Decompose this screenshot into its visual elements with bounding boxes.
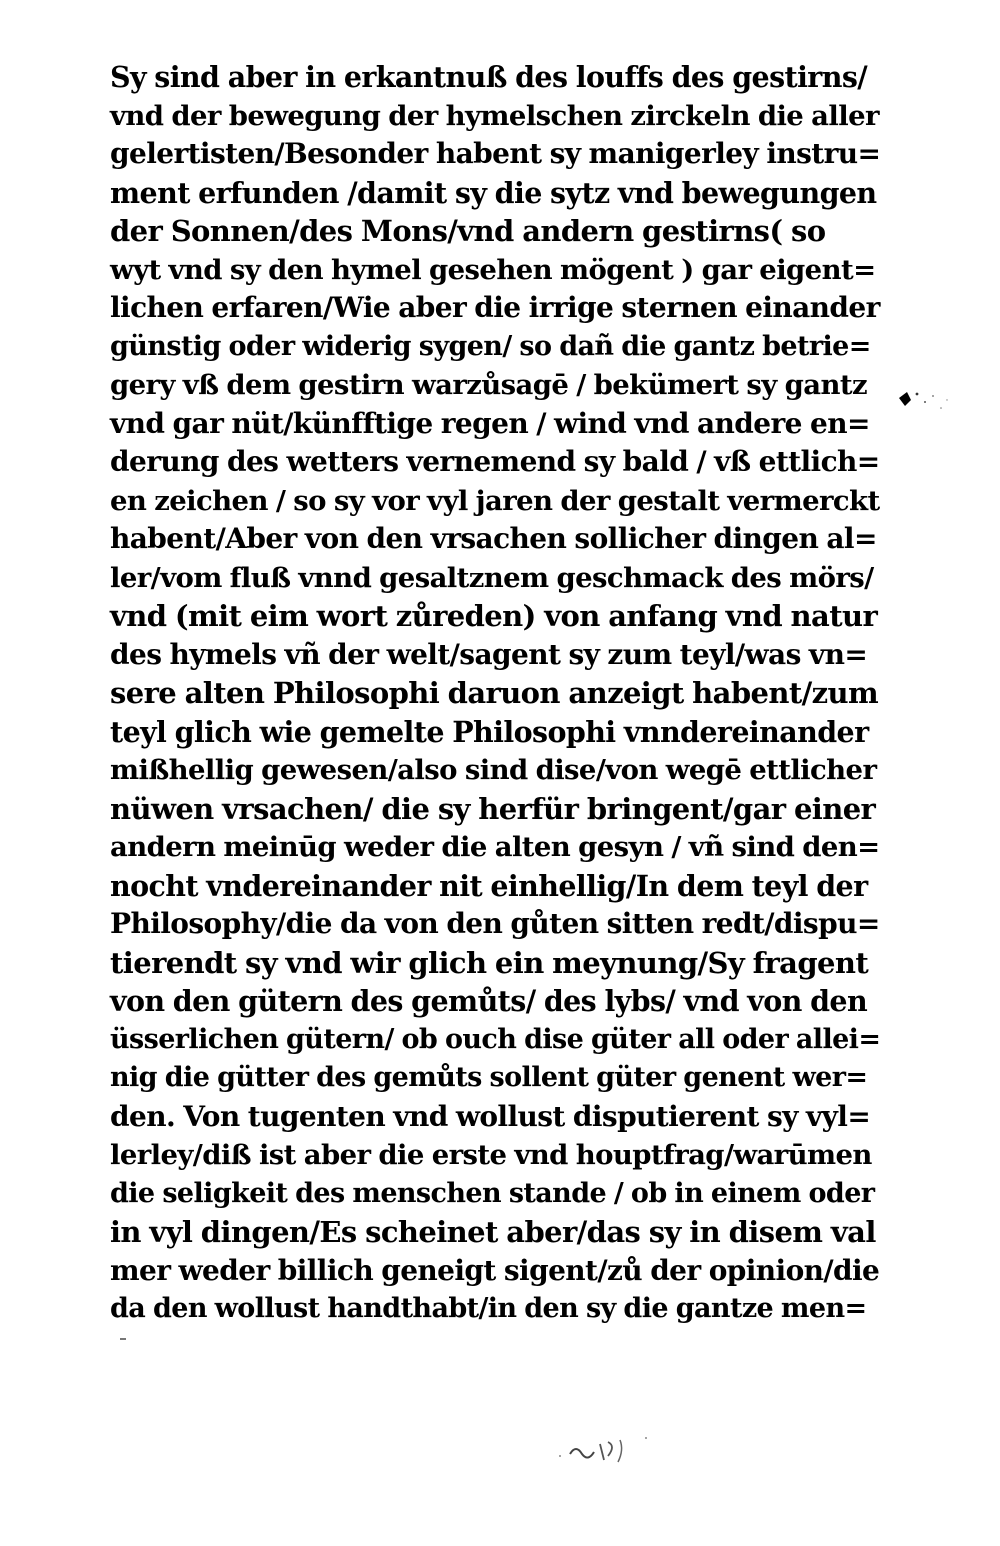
body-text xyxy=(110,58,880,1329)
text-line: derung des wetters vernemend sy bald / vß ettlich= xyxy=(110,445,880,478)
text-line: vnd (mit eim wort zůreden) von anfang vnd natur xyxy=(110,599,878,633)
text-line: ment erfunden /damit sy die sytz vnd bewegungen xyxy=(110,175,877,210)
ink-speckle xyxy=(895,380,955,420)
text-line: vnd der bewegung der hymelschen zirckeln die aller xyxy=(110,99,879,132)
text-line: mißhellig gewesen/also sind dise/von wegē ettlicher xyxy=(110,754,877,786)
text-line: ler/vom fluß vnnd gesaltznem geschmack des mörs/ xyxy=(110,561,874,594)
text-line: vnd gar nüt/künfftige regen / wind vnd andere en= xyxy=(110,406,870,440)
text-line: Philosophy/die da von den gůten sitten redt/dispu= xyxy=(110,907,880,940)
text-line: andern meinūg weder die alten gesyn / vñ sind den= xyxy=(110,831,880,863)
text-line: mer weder billich geneigt sigent/zů der opinion/die xyxy=(110,1253,880,1287)
text-line: habent/Aber von den vrsachen sollicher dingen al= xyxy=(110,522,877,555)
text-line: nüwen vrsachen/ die sy herfür bringent/gar einer xyxy=(110,791,876,826)
text-line: gelertisten/Besonder habent sy manigerley instru= xyxy=(110,137,881,170)
text-line: lerley/diß ist aber die erste vnd houptfrag/warūmen xyxy=(110,1139,872,1171)
text-line: in vyl dingen/Es scheinet aber/das sy in disem val xyxy=(110,1215,876,1249)
text-line: sere alten Philosophi daruon anzeigt habent/zum xyxy=(110,676,879,710)
text-line: den. Von tugenten vnd wollust disputierent sy vyl= xyxy=(110,1099,871,1133)
folio-mark xyxy=(550,1430,660,1470)
text-line: der Sonnen/des Mons/vnd andern gestirns( so xyxy=(110,214,826,248)
text-line: en zeichen / so sy vor vyl jaren der gestalt vermerckt xyxy=(110,484,880,517)
margin-dot xyxy=(120,1338,126,1340)
text-line: die seligkeit des menschen stande / ob in einem oder xyxy=(110,1177,875,1209)
text-line: günstig oder widerig sygen/ so dañ die gantz betrie= xyxy=(110,330,871,362)
text-line: von den gütern des gemůts/ des lybs/ vnd von den xyxy=(110,984,868,1018)
text-line: tierendt sy vnd wir glich ein meynung/Sy fragent xyxy=(110,945,869,980)
text-line: gery vß dem gestirn warzůsagē / bekümert sy gantz xyxy=(110,369,867,401)
text-line: teyl glich wie gemelte Philosophi vnndereinander xyxy=(110,714,869,749)
text-line: des hymels vñ der welt/sagent sy zum teyl/was vn= xyxy=(110,637,868,671)
text-line: lichen erfaren/Wie aber die irrige sternen einander xyxy=(110,291,880,324)
text-line: wyt vnd sy den hymel gesehen mögent ) gar eigent= xyxy=(110,253,876,286)
text-line: üsserlichen gütern/ ob ouch dise güter all oder allei= xyxy=(110,1023,881,1055)
text-line: nig die gütter des gemůts sollent güter genent wer= xyxy=(110,1062,868,1093)
text-line: Sy sind aber in erkantnuß des louffs des gestirns/ xyxy=(110,60,868,94)
text-line: da den wollust handthabt/in den sy die gantze men= xyxy=(110,1293,867,1324)
text-line: nocht vndereinander nit einhellig/In dem teyl der xyxy=(110,868,868,903)
